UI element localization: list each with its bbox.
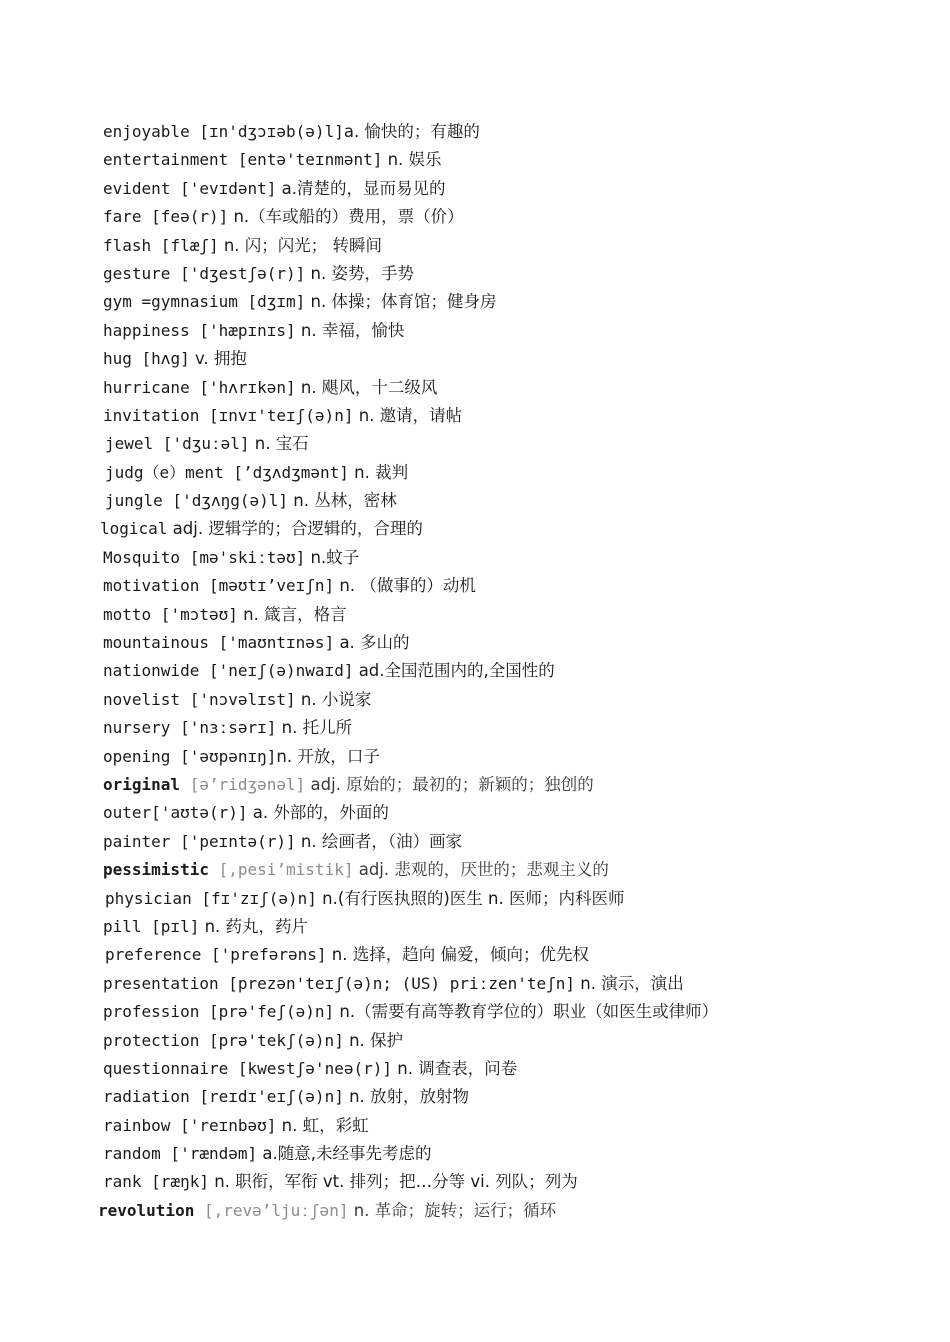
vocab-phonetic: [prə'feʃ(ə)n] [199, 1002, 335, 1022]
vocab-word: motto [103, 604, 152, 624]
vocab-word: mountainous [103, 633, 209, 653]
vocab-phonetic: ['dʒuːəl] [153, 434, 250, 454]
vocab-word: outer [103, 803, 152, 823]
vocab-entry [105, 459, 923, 487]
vocab-phonetic: [,pesi’mistik] [208, 860, 354, 880]
vocab-word: physician [105, 888, 192, 908]
vocab-entry [103, 1055, 923, 1083]
vocab-word: hug [103, 349, 132, 369]
vocab-word: preference [105, 945, 202, 965]
vocab-phonetic: [kwestʃə'neə(r)] [228, 1058, 392, 1078]
vocab-phonetic: ['nɔvəlɪst] [180, 689, 296, 709]
vocab-word: Mosquito [103, 547, 181, 567]
vocab-definition: n.蚊子 [305, 547, 360, 567]
vocab-word: entertainment [103, 150, 229, 170]
vocab-entry [105, 430, 923, 458]
vocab-word: original [103, 774, 181, 794]
vocab-phonetic: [ræŋk] [141, 1172, 209, 1192]
vocab-word: gym =gymnasium [103, 292, 238, 312]
vocab-definition: n. 虹，彩虹 [276, 1115, 369, 1135]
vocab-entry [103, 743, 923, 771]
vocab-entry [103, 657, 923, 685]
vocab-phonetic: ['peɪntə(r)] [170, 831, 296, 851]
vocab-entry [103, 799, 923, 827]
vocab-phonetic: [entə'teɪnmənt] [228, 150, 383, 170]
vocab-entry [103, 1140, 923, 1168]
vocab-phonetic: [reɪdɪ'eɪʃ(ə)n] [189, 1087, 344, 1107]
vocab-word: revolution [98, 1200, 195, 1220]
vocab-word: pessimistic [103, 860, 209, 880]
vocab-word: happiness [103, 320, 190, 340]
vocab-entry [103, 970, 923, 998]
vocab-word: fare [103, 207, 142, 227]
vocab-entry [103, 1083, 923, 1111]
vocab-phonetic: [pɪl] [141, 916, 200, 936]
vocab-definition: a. 愉快的；有趣的 [343, 122, 480, 141]
vocab-word: hurricane [103, 377, 190, 397]
vocab-phonetic: ['mɔtəʊ] [151, 604, 238, 624]
vocab-definition: n. 绘画者，（油）画家 [295, 831, 463, 851]
vocab-definition: n.(有行医执照的)医生 n. 医师；内科医师 [316, 888, 625, 908]
vocab-entry [105, 885, 923, 913]
vocab-entry [105, 941, 923, 969]
vocab-entry [103, 345, 923, 373]
vocab-entry [103, 402, 923, 430]
vocab-phonetic: [’dʒʌdʒmənt] [223, 462, 349, 482]
vocab-phonetic: ['prefərəns] [201, 945, 327, 965]
vocab-entry [103, 374, 923, 402]
vocab-entry [103, 1027, 923, 1055]
vocab-definition: n.（车或船的）费用，票（价） [228, 207, 464, 227]
vocab-phonetic: [mə'skiːtəʊ] [180, 547, 306, 567]
vocab-word: painter [103, 831, 171, 851]
vocab-word: gesture [103, 263, 171, 283]
vocab-phonetic: [məʊtɪ’veɪʃn] [199, 576, 335, 596]
vocab-word: pill [103, 916, 142, 936]
vocab-phonetic: ['nɜːsərɪ] [170, 718, 277, 738]
vocab-definition: a.清楚的，显而易见的 [276, 178, 446, 198]
vocab-definition: n. 飓风，十二级风 [295, 377, 438, 397]
vocab-word: questionnaire [103, 1058, 229, 1078]
vocab-definition: n. 丛林，密林 [288, 491, 397, 511]
vocab-entry [103, 118, 923, 146]
vocab-word: rainbow [103, 1115, 171, 1135]
vocab-entry [103, 828, 923, 856]
vocab-word: random [103, 1144, 161, 1164]
vocab-entry [105, 487, 923, 515]
vocab-phonetic: [ə’ridʒənəl] [180, 774, 306, 794]
vocab-definition: n. 宝石 [249, 434, 309, 454]
vocab-entry [103, 686, 923, 714]
vocab-definition: adj. 逻辑学的；合逻辑的，合理的 [167, 519, 423, 539]
vocab-definition: adj. 原始的；最初的；新颖的；独创的 [305, 774, 594, 794]
vocab-entry [103, 203, 923, 231]
vocab-entry [103, 1112, 923, 1140]
vocab-definition: n. 革命；旋转；运行；循环 [348, 1200, 557, 1220]
vocab-phonetic: [ɪnvɪ'teɪʃ(ə)n] [199, 405, 354, 425]
vocab-word: judg（e）ment [105, 462, 224, 482]
vocab-word: nationwide [103, 661, 200, 681]
vocab-definition: n. 保护 [343, 1030, 404, 1050]
vocab-entry [103, 232, 923, 260]
vocab-definition: a. 多山的 [334, 633, 410, 653]
vocab-word: protection [103, 1030, 200, 1050]
vocab-definition: n. 托儿所 [276, 718, 353, 738]
vocab-entry [103, 146, 923, 174]
vocab-definition: n. 邀请，请帖 [353, 405, 463, 425]
vocab-phonetic: ['rændəm] [160, 1144, 258, 1164]
vocab-word: profession [103, 1002, 200, 1022]
vocab-definition: v. 拥抱 [189, 349, 247, 369]
vocab-phonetic: [fɪ'zɪʃ(ə)n] [191, 888, 317, 908]
vocab-phonetic: ['əʊpənɪŋ] [170, 746, 277, 766]
vocab-phonetic: ['aʊtə(r)] [151, 803, 248, 823]
vocab-phonetic: [ɪn'dʒɔɪəb(ə)l] [189, 122, 344, 141]
vocab-definition: n. 姿势，手势 [305, 263, 414, 283]
vocab-definition: n. （做事的）动机 [334, 576, 476, 596]
vocab-entry [103, 714, 923, 742]
vocab-word: nursery [103, 718, 171, 738]
vocab-definition: n. 小说家 [295, 689, 372, 709]
vocab-definition: n. 幸福，愉快 [295, 320, 405, 340]
vocab-definition: a. 外部的，外面的 [247, 803, 389, 823]
vocab-definition: ad.全国范围内的,全国性的 [353, 661, 555, 681]
vocab-phonetic: ['dʒʌŋg(ə)l] [162, 491, 289, 511]
vocab-word: evident [103, 178, 171, 198]
vocab-entry [103, 260, 923, 288]
vocab-phonetic: ['maʊntɪnəs] [208, 633, 335, 653]
vocabulary-list [98, 118, 923, 1225]
vocab-phonetic: [,revə’ljuːʃən] [194, 1200, 349, 1220]
vocab-entry [103, 629, 923, 657]
vocab-entry [98, 1197, 923, 1225]
vocab-entry [103, 1168, 923, 1196]
vocab-definition: n. 职衔，军衔 vt. 排列；把…分等 vi. 列队；列为 [208, 1172, 578, 1192]
vocab-entry [103, 913, 923, 941]
vocab-entry [103, 175, 923, 203]
vocab-definition: n. 开放，口子 [276, 746, 380, 766]
vocab-word: presentation [103, 973, 219, 993]
vocab-phonetic: [prə'tekʃ(ə)n] [199, 1030, 344, 1050]
vocab-entry [103, 771, 923, 799]
vocab-definition: n. 药丸，药片 [199, 916, 309, 936]
vocab-definition: n. 箴言，格言 [237, 604, 347, 624]
vocab-word: motivation [103, 576, 200, 596]
vocab-phonetic: ['evɪdənt] [170, 178, 277, 198]
vocab-definition: n. 裁判 [348, 462, 409, 482]
vocab-word: logical [100, 519, 168, 539]
vocab-entry [103, 572, 923, 600]
vocab-definition: n. 调查表，问卷 [392, 1058, 518, 1078]
vocab-definition: n. 放射，放射物 [343, 1087, 470, 1107]
vocab-phonetic: ['hʌrɪkən] [189, 377, 296, 397]
vocab-word: rank [103, 1172, 142, 1192]
vocab-word: jungle [105, 491, 163, 511]
vocab-entry [103, 856, 923, 884]
vocab-entry [103, 317, 923, 345]
vocab-phonetic: ['hæpɪnɪs] [189, 320, 296, 340]
vocab-phonetic: ['dʒestʃə(r)] [170, 263, 306, 283]
vocab-entry [103, 288, 923, 316]
vocab-word: opening [103, 746, 171, 766]
vocab-phonetic: [hʌg] [131, 349, 190, 369]
vocab-definition: n. 闪；闪光； 转瞬间 [218, 235, 383, 255]
vocab-entry [100, 515, 923, 543]
vocab-entry [103, 601, 923, 629]
vocab-word: invitation [103, 405, 200, 425]
vocab-word: jewel [105, 434, 154, 454]
vocab-definition: n. 体操；体育馆；健身房 [305, 292, 497, 312]
vocab-phonetic: [feə(r)] [141, 207, 229, 227]
vocab-phonetic: ['reɪnbəʊ] [170, 1115, 277, 1135]
vocab-definition: n. 演示，演出 [575, 973, 684, 993]
vocab-definition: n. 选择，趋向 偏爱，倾向；优先权 [326, 945, 589, 965]
vocab-word: flash [103, 235, 152, 255]
vocab-phonetic: [dʒɪm] [237, 292, 306, 312]
vocab-phonetic: [prezən'teɪʃ(ə)n; (US) priːzen'teʃn] [218, 973, 576, 993]
vocab-definition: a.随意,未经事先考虑的 [257, 1144, 432, 1164]
vocab-phonetic: ['neɪʃ(ə)nwaɪd] [199, 661, 354, 681]
vocab-definition: n.（需要有高等教育学位的）职业（如医生或律师） [334, 1002, 719, 1022]
vocab-definition: adj. 悲观的，厌世的；悲观主义的 [353, 860, 609, 880]
vocab-word: enjoyable [103, 122, 190, 141]
vocab-definition: n. 娱乐 [382, 150, 442, 170]
vocab-phonetic: [flæʃ] [151, 235, 219, 255]
vocab-word: radiation [103, 1087, 190, 1107]
vocab-entry [103, 544, 923, 572]
vocab-word: novelist [103, 689, 181, 709]
vocab-entry [103, 998, 923, 1026]
